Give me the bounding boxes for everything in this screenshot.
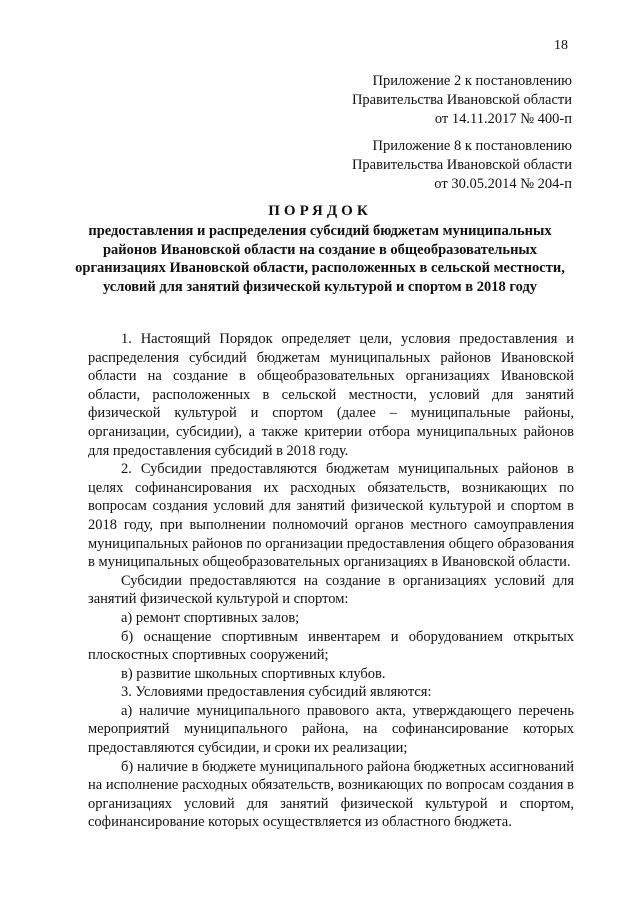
list-item-c: в) развитие школьных спортивных клубов.: [121, 665, 386, 682]
appendix-reference-2: [352, 137, 572, 194]
appendix-1-line-3: от 14.11.2017 № 400-п: [434, 111, 572, 127]
appendix-2-line-2: Правительства Ивановской области: [351, 157, 572, 173]
appendix-1-line-1: Приложение 2 к постановлению: [372, 73, 572, 89]
appendix-1-line-2: Правительства Ивановской области: [351, 92, 572, 108]
document-subtitle: предоставления и распределения субсидий бюджетам муниципальных районов Ивановской области на создание в общеобразовательных организациях Ивановской области, расположенных в сельской местности, условий для занятий физической культурой и спортом в 2018 году: [75, 223, 565, 295]
paragraph-4: 3. Условиями предоставления субсидий являются:: [121, 684, 432, 701]
page-number: 18: [554, 38, 568, 53]
paragraph-3: Субсидии предоставляются на создание в организациях условий для занятий физической культурой и спортом:: [88, 572, 574, 608]
appendix-2-line-1: Приложение 8 к постановлению: [372, 138, 572, 154]
list-item-a: а) ремонт спортивных залов;: [121, 609, 300, 626]
condition-item-b: б) наличие в бюджете муниципального района бюджетных ассигнований на исполнение расходных обязательств, возникающих по вопросам создания в организациях условий для занятий физической культурой и спортом, софинансирование которых осуществляется из областного бюджета.: [88, 758, 574, 831]
document-title: ПОРЯДОК: [268, 203, 372, 219]
appendix-reference-1: [352, 72, 572, 129]
paragraph-2: 2. Субсидии предоставляются бюджетам муниципальных районов в целях софинансирования их расходных обязательств, возникающих по вопросам создания условий для занятий физической культурой и спортом в 2018 году, при выполнении полномочий органов местного самоуправления муниципальных районов по организации предоставления общего образования в муниципальных общеобразовательных организациях в Ивановской области.: [88, 461, 574, 571]
list-item-b: б) оснащение спортивным инвентарем и оборудованием открытых плоскостных спортивных сооружений;: [88, 628, 574, 664]
condition-item-a: а) наличие муниципального правового акта, утверждающего перечень мероприятий муниципального района, на софинансирование которых предоставляются субсидии, и сроки их реализации;: [88, 702, 574, 757]
appendix-2-line-3: от 30.05.2014 № 204-п: [434, 176, 572, 192]
paragraph-1: 1. Настоящий Порядок определяет цели, условия предоставления и распределения субсидий бюджетам муниципальных районов Ивановской области на создание в общеобразовательных организациях Ивановской области, расположенных в сельской местности, условий для занятий физической культурой и спортом (далее – муниципальные районы, организации, субсидии), а также критерии отбора муниципальных районов для предоставления субсидий в 2018 году.: [88, 331, 574, 459]
document-body: [88, 330, 574, 832]
